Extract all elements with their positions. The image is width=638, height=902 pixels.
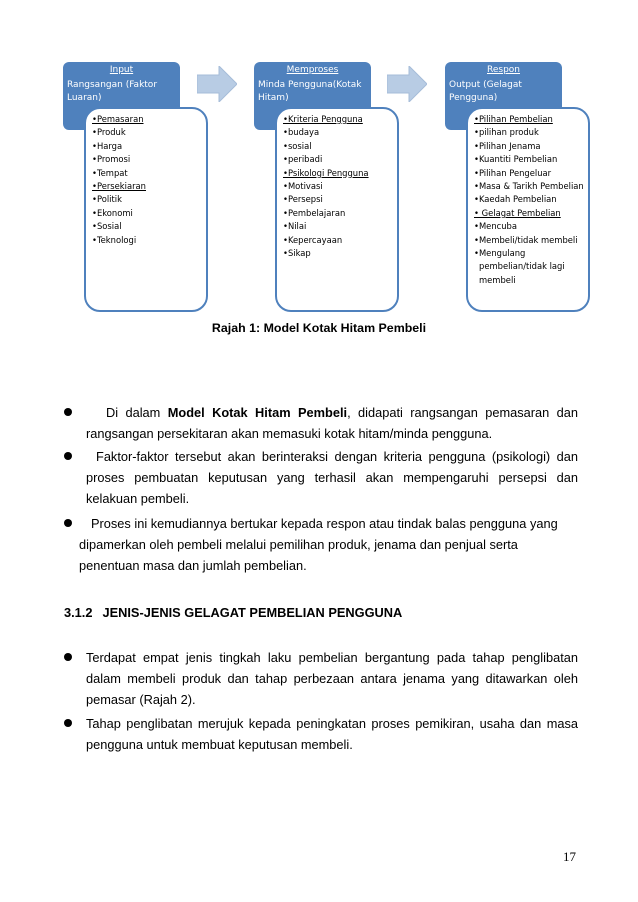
list-item: •peribadi (283, 154, 323, 165)
list-item: •Produk (92, 127, 126, 138)
respon-title: Respon (487, 65, 520, 75)
list-item: •Kaedah Pembelian (474, 194, 557, 205)
list-item: •Mengulang pembelian/tidak lagi membeli (474, 248, 565, 285)
list-item: •budaya (283, 127, 320, 138)
list-item: •Tempat (92, 167, 128, 178)
process-title: Memproses (286, 65, 339, 75)
paragraph-text: , didapati rangsangan pemasaran dan rangsangan persekitaran akan memasuki kotak hitam/minda pengguna. (86, 405, 578, 441)
list-item: •Pilihan Pengeluar (474, 167, 552, 178)
paragraph-behaviour-types: Terdapat empat jenis tingkah laku pembelian bergantung pada tahap penglibatan dalam membeli produk dan tahap perbezaan antara jenama yang ditawarkan oleh pemasar (Rajah 2). (86, 650, 578, 707)
list-item: •Pemasaran (92, 114, 144, 124)
list-item: •Psikologi Pengguna (283, 167, 369, 178)
list-item: •Sikap (283, 248, 311, 259)
list-item: •Promosi (92, 154, 131, 165)
list-item: •sosial (283, 140, 312, 151)
list-item: •Persepsi (283, 194, 323, 205)
arrow-right-icon (387, 66, 427, 102)
list-item: •Membeli/tidak membeli (474, 234, 578, 245)
page-number: 17 (563, 849, 576, 864)
list-item: •pilihan produk (474, 127, 539, 138)
paragraph-factors: Faktor-faktor tersebut akan berinteraksi dengan kriteria pengguna (psikologi) dan proses pembuatan keputusan yang terhasil akan mempengaruhi persepsi dan kelakuan pembeli. (86, 449, 578, 506)
list-item: •Kuantiti Pembelian (474, 154, 558, 165)
paragraph-text: Di dalam (106, 405, 168, 420)
paragraph-line: dipamerkan oleh pembeli melalui pemilihan produk, jenama dan penjual serta (79, 537, 518, 552)
respon-subtitle: Output (Gelagat Pengguna) (449, 80, 522, 103)
input-title: Input (109, 65, 134, 75)
list-item: •Kepercayaan (283, 234, 343, 245)
list-item: •Persekiaran (92, 181, 146, 192)
list-item: •Masa & Tarikh Pembelian (474, 181, 584, 192)
list-item: •Teknologi (92, 234, 137, 245)
bullet-icon (64, 519, 72, 527)
paragraph-model-description (86, 402, 578, 444)
respon-output-box (466, 107, 590, 312)
list-item: •Ekonomi (92, 207, 133, 218)
list-item: •Kriteria Pengguna (283, 114, 363, 124)
list-item: • Gelagat Pembelian (474, 207, 561, 218)
process-criteria-box (275, 107, 399, 312)
section-heading (64, 605, 402, 620)
bullet-icon (64, 653, 72, 661)
arrow-right-icon (197, 66, 237, 102)
figure-caption: Rajah 1: Model Kotak Hitam Pembeli (211, 321, 427, 335)
list-item: •Pilihan Jenama (474, 140, 541, 151)
list-item: •Pembelajaran (283, 207, 346, 218)
list-item: •Sosial (92, 221, 122, 232)
paragraph-line: Proses ini kemudiannya bertukar kepada respon atau tindak balas pengguna yang (91, 516, 558, 531)
list-item: •Politik (92, 194, 122, 205)
list-item: •Mencuba (474, 221, 517, 232)
section-number: 3.1.2 (64, 605, 93, 620)
input-subtitle: Rangsangan (Faktor Luaran) (67, 80, 158, 103)
model-name-bold: Model Kotak Hitam Pembeli (167, 405, 348, 420)
list-item: •Motivasi (283, 181, 323, 192)
paragraph-response (79, 513, 579, 576)
section-title: JENIS-JENIS GELAGAT PEMBELIAN PENGGUNA (102, 605, 403, 620)
list-item: •Pilihan Pembelian (474, 114, 553, 124)
paragraph-line: penentuan masa dan jumlah pembelian. (79, 558, 307, 573)
bullet-icon (64, 719, 72, 727)
paragraph-involvement: Tahap penglibatan merujuk kepada peningkatan proses pemikiran, usaha dan masa pengguna untuk membuat keputusan membeli. (86, 716, 578, 752)
bullet-icon (64, 408, 72, 416)
process-subtitle: Minda Pengguna(Kotak Hitam) (258, 80, 362, 103)
input-factor-box (84, 107, 208, 312)
list-item: •Nilai (283, 221, 307, 232)
bullet-icon (64, 452, 72, 460)
list-item: •Harga (92, 140, 123, 151)
black-box-model-diagram (0, 0, 638, 330)
